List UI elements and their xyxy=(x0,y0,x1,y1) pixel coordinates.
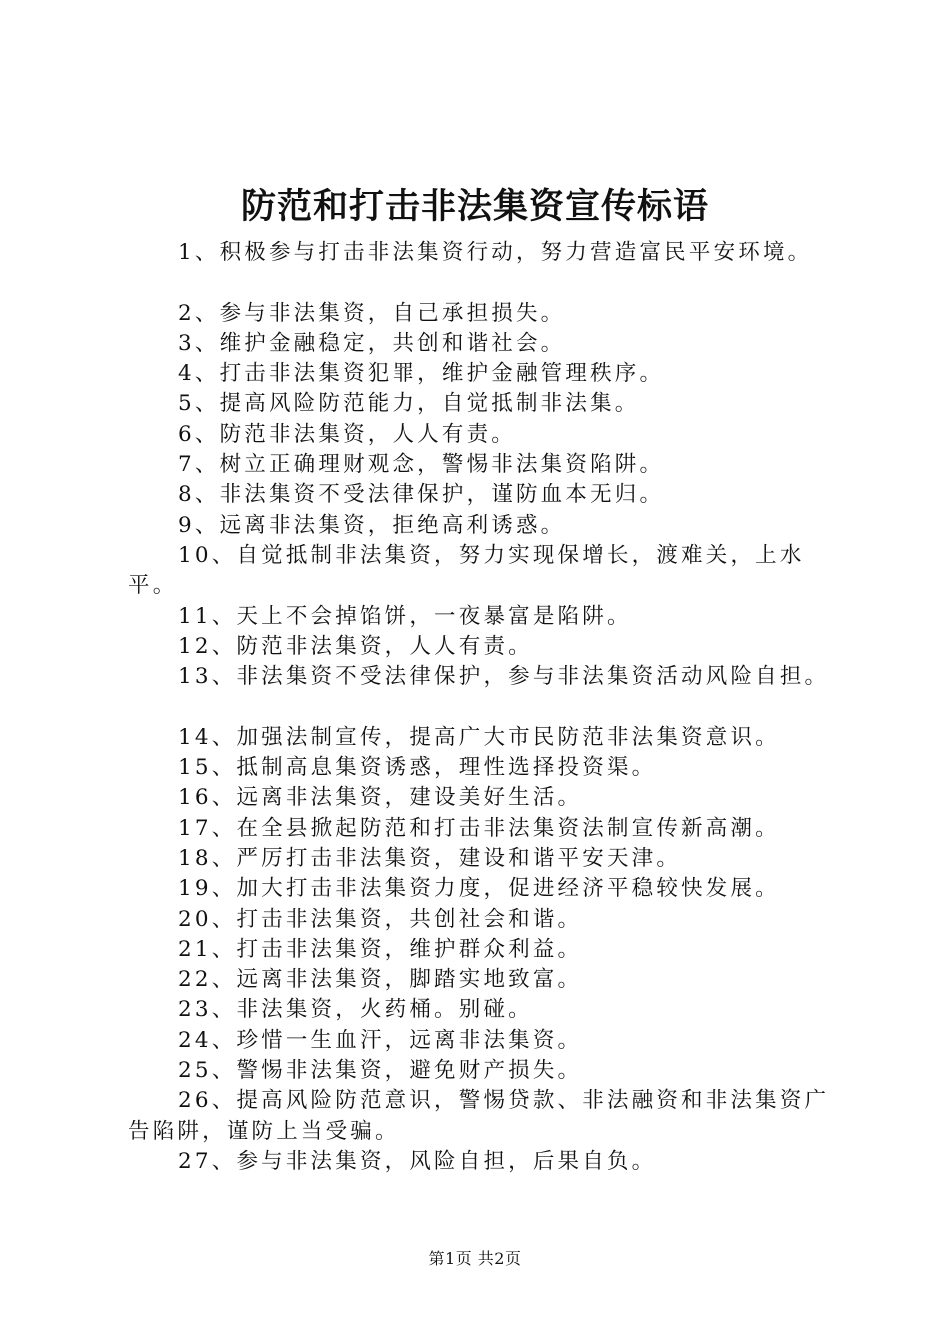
slogan-item: 26、提高风险防范意识，警惕贷款、非法融资和非法集资广告陷阱，谨防上当受骗。 xyxy=(128,1088,830,1144)
slogan-item: 1、积极参与打击非法集资行动，努力营造富民平安环境。 xyxy=(178,240,813,265)
slogan-item: 25、警惕非法集资，避免财产损失。 xyxy=(178,1058,583,1084)
slogan-item: 24、珍惜一生血汗，远离非法集资。 xyxy=(178,1027,583,1053)
slogan-item: 18、严厉打击非法集资，建设和谐平安天津。 xyxy=(178,845,682,871)
slogan-item: 23、非法集资，火药桶。别碰。 xyxy=(178,997,533,1023)
slogan-item: 21、打击非法集资，维护群众利益。 xyxy=(178,936,583,962)
slogan-item: 16、远离非法集资，建设美好生活。 xyxy=(178,785,583,811)
slogan-item: 15、抵制高息集资诱惑，理性选择投资渠。 xyxy=(178,755,657,781)
slogan-item: 3、维护金融稳定，共创和谐社会。 xyxy=(178,330,566,356)
slogan-item: 22、远离非法集资，脚踏实地致富。 xyxy=(178,967,583,993)
slogan-item: 10、自觉抵制非法集资，努力实现保增长，渡难关，上水平。 xyxy=(128,542,805,599)
slogan-item: 11、天上不会掉馅饼，一夜暴富是陷阱。 xyxy=(178,603,632,629)
slogan-item: 5、提高风险防范能力，自觉抵制非法集。 xyxy=(178,391,640,417)
document-title: 防范和打击非法集资宣传标语 xyxy=(240,186,709,227)
slogan-item: 12、防范非法集资，人人有责。 xyxy=(178,633,533,659)
slogan-item: 20、打击非法集资，共创社会和谐。 xyxy=(178,906,583,932)
slogan-item: 14、加强法制宣传，提高广大市民防范非法集资意识。 xyxy=(178,724,780,750)
page-number-footer: 第1页 共2页 xyxy=(428,1249,522,1268)
slogan-item: 13、非法集资不受法律保护，参与非法集资活动风险自担。 xyxy=(178,664,830,690)
slogan-item: 8、非法集资不受法律保护，谨防血本无归。 xyxy=(178,482,665,508)
slogan-item: 6、防范非法集资，人人有责。 xyxy=(178,421,516,447)
slogan-list xyxy=(128,238,848,1177)
slogan-item: 17、在全县掀起防范和打击非法集资法制宣传新高潮。 xyxy=(178,815,780,841)
slogan-item: 2、参与非法集资，自己承担损失。 xyxy=(178,300,566,326)
slogan-item: 19、加大打击非法集资力度，促进经济平稳较快发展。 xyxy=(178,876,780,902)
slogan-item: 4、打击非法集资犯罪，维护金融管理秩序。 xyxy=(178,361,665,387)
slogan-item: 27、参与非法集资，风险自担，后果自负。 xyxy=(178,1148,657,1174)
slogan-item: 9、远离非法集资，拒绝高利诱惑。 xyxy=(178,512,566,538)
slogan-item: 7、树立正确理财观念，警惕非法集资陷阱。 xyxy=(178,452,665,478)
